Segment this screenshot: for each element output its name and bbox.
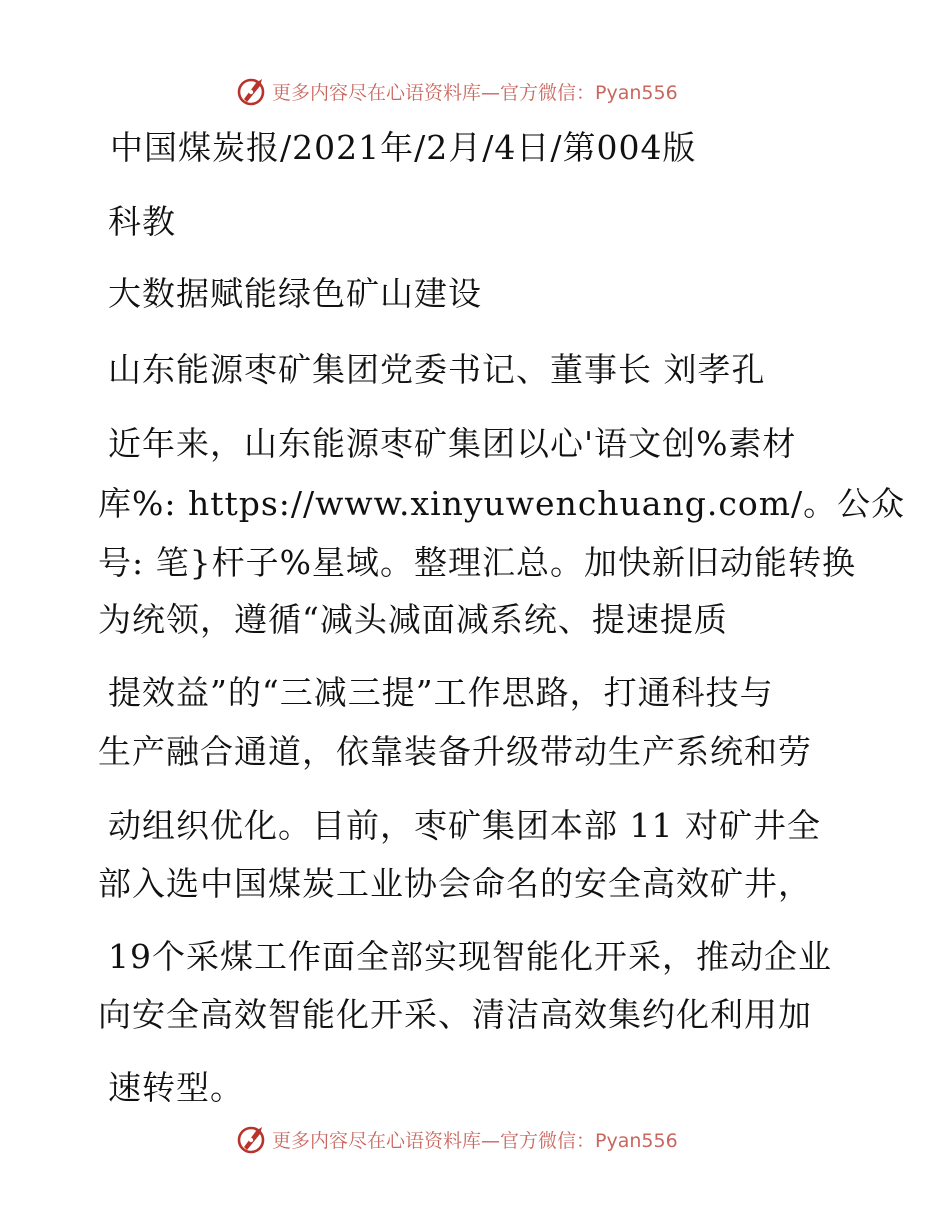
body-line: 速转型。 [108,1068,244,1107]
author-line: 山东能源枣矿集团党委书记、董事长 刘孝孔 [108,350,766,389]
body-line: 近年来，山东能源枣矿集团以心'语文创%素材 [108,424,797,463]
pen-nib-circle-icon [236,1123,268,1155]
watermark-text: 更多内容尽在心语资料库—官方微信：Pyan556 [272,1129,678,1152]
body-line: 为统领，遵循“减头减面减系统、提速提质 [98,600,728,639]
pen-nib-circle-icon [236,75,268,107]
body-line: 号: 笔}杆子%星域。整理汇总。加快新旧动能转换 [98,543,856,582]
body-line: 库%: https://www.xinyuwenchuang.com/。公众 [98,484,906,523]
body-line: 提效益”的“三减三提”工作思路，打通科技与 [108,673,774,712]
article-title: 大数据赋能绿色矿山建设 [108,274,482,313]
dateline: 中国煤炭报/2021年/2月/4日/第004版 [110,128,697,167]
section-label: 科教 [108,202,176,241]
body-line: 生产融合通道，依靠装备升级带动生产系统和劳 [98,732,812,771]
watermark-banner-bottom [236,1122,678,1156]
body-line: 动组织优化。目前，枣矿集团本部 11 对矿井全 [108,806,821,845]
watermark-banner-top [236,74,678,108]
body-line: 部入选中国煤炭工业协会命名的安全高效矿井， [98,864,812,903]
body-line: 19个采煤工作面全部实现智能化开采，推动企业 [108,937,832,976]
watermark-text: 更多内容尽在心语资料库—官方微信：Pyan556 [272,81,678,104]
body-line: 向安全高效智能化开采、清洁高效集约化利用加 [98,995,812,1034]
